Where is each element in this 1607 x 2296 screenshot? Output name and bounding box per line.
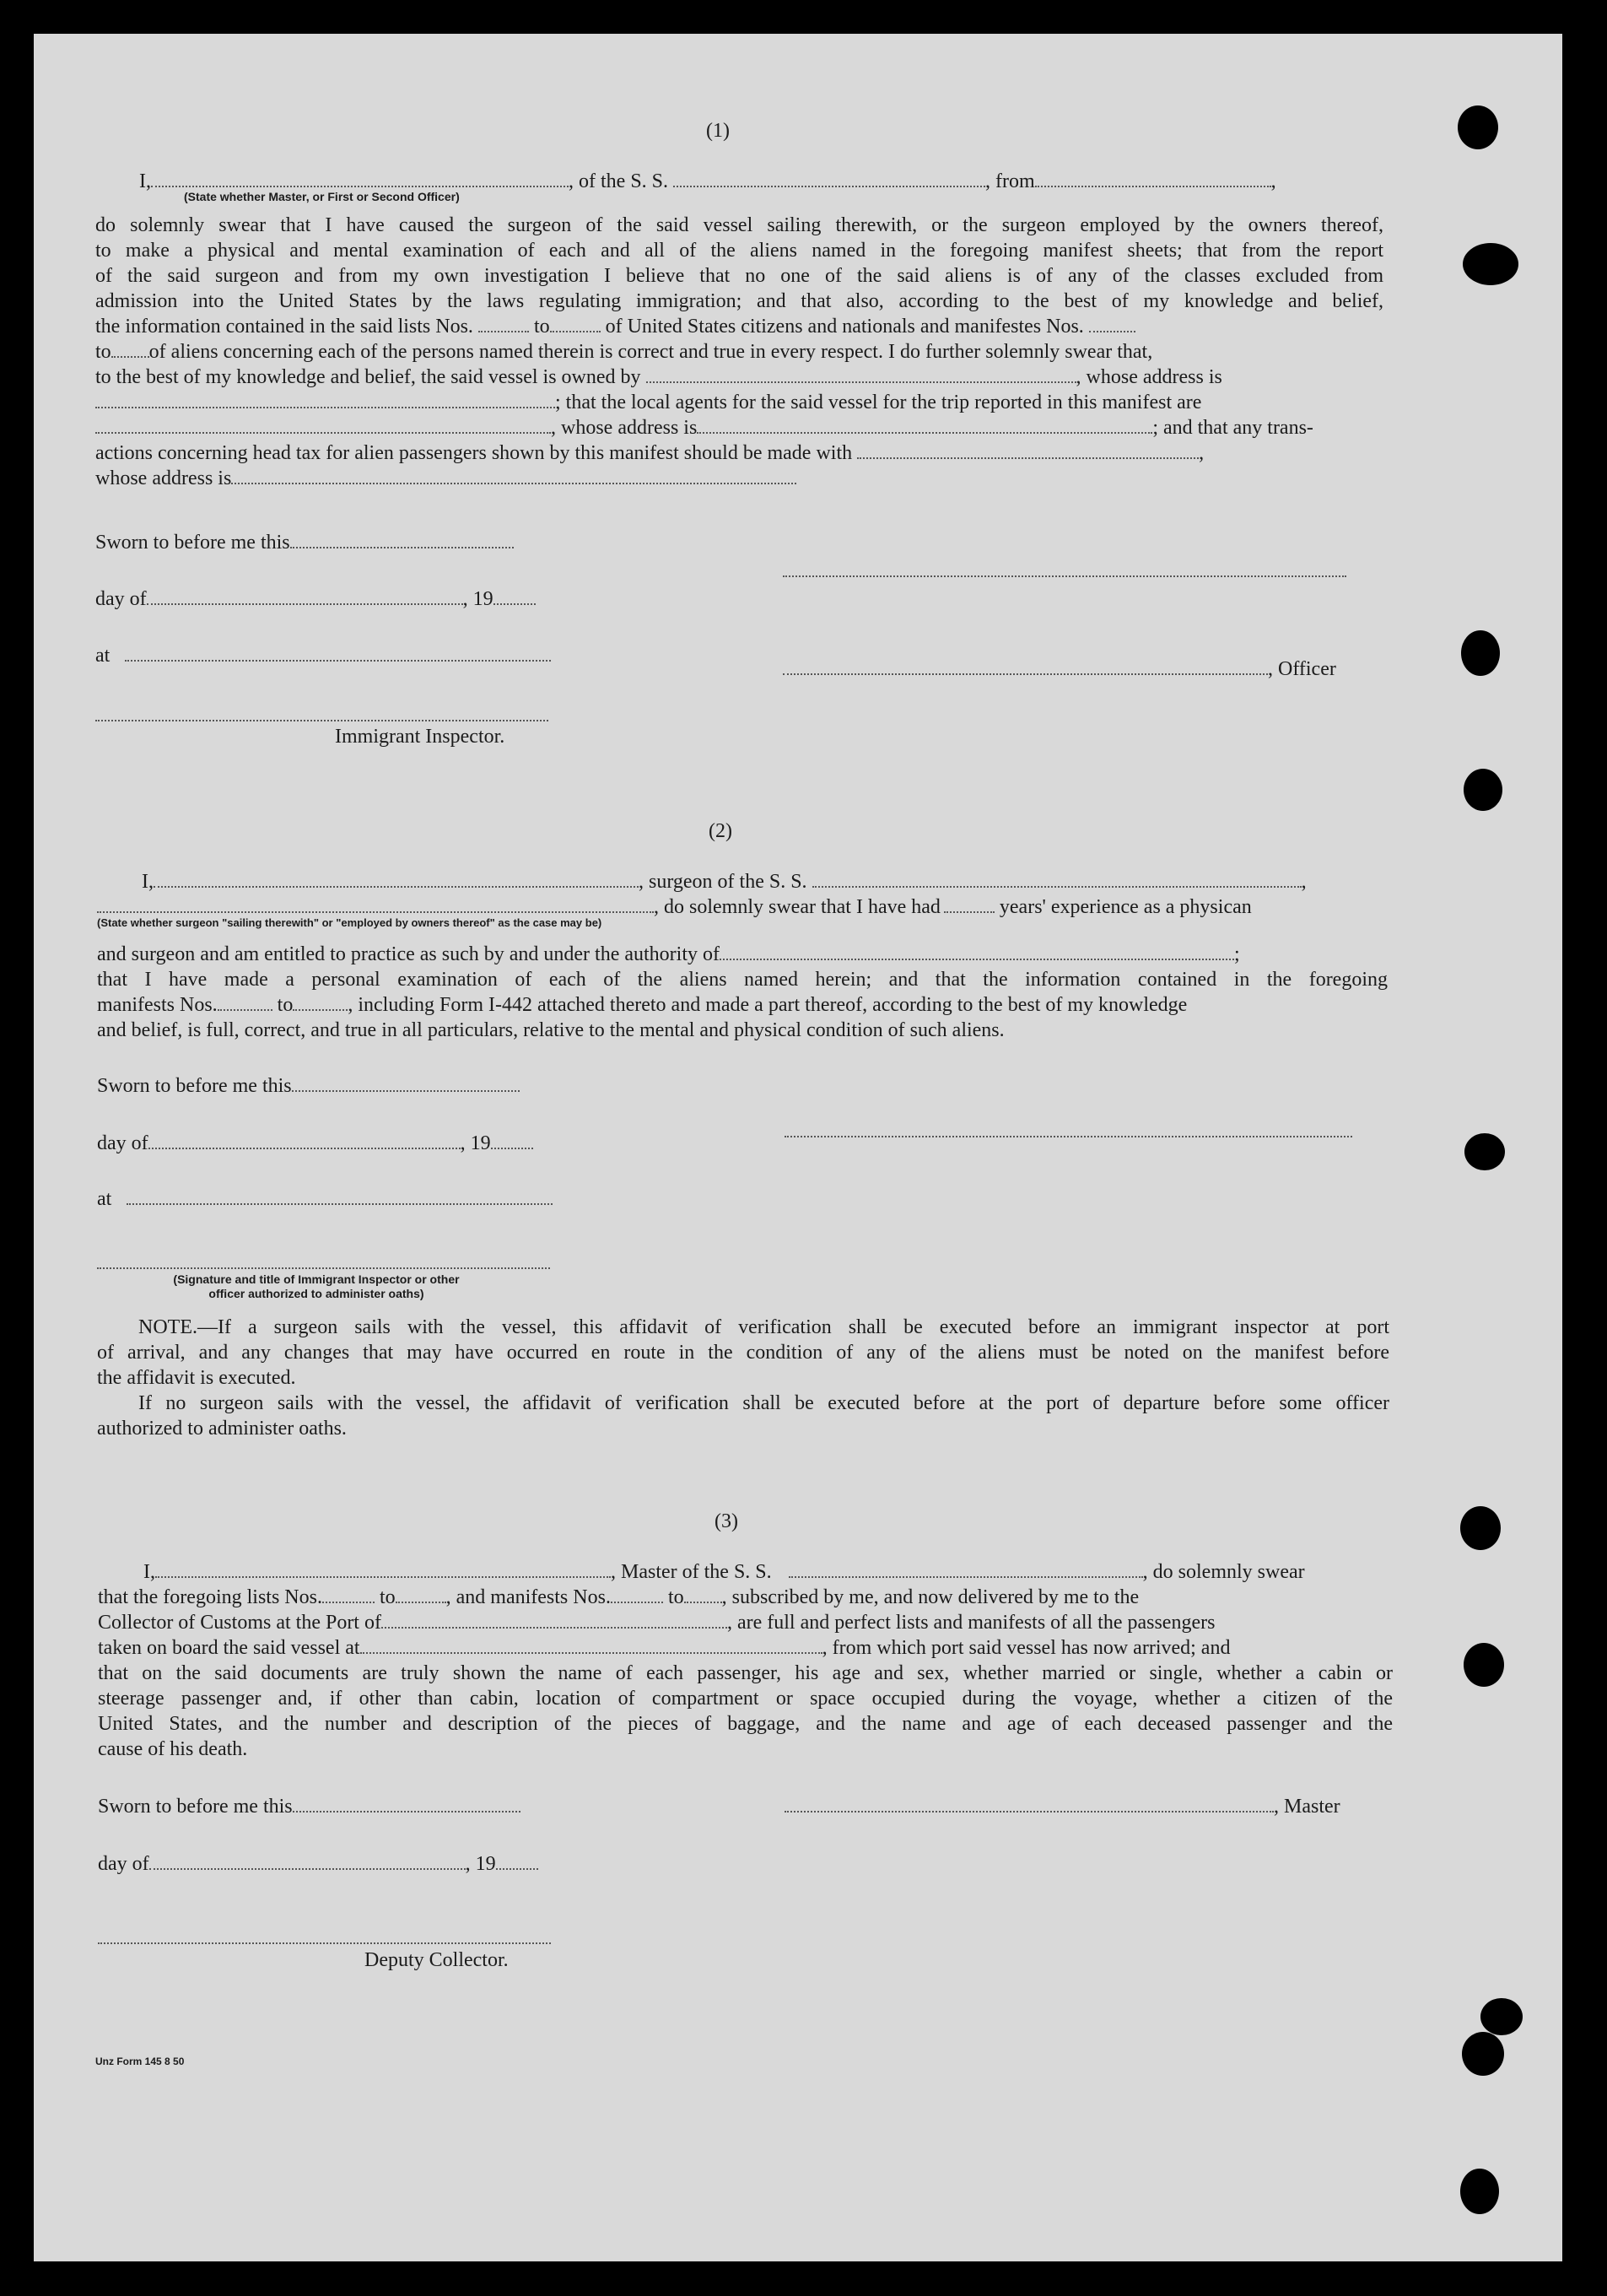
s1-at-line — [95, 643, 551, 668]
punch-hole — [1460, 2169, 1499, 2214]
s3-vessel-field[interactable] — [789, 1559, 1143, 1578]
s2-text: , 19 — [460, 1132, 491, 1154]
s3-sworn-date-field[interactable] — [293, 1794, 520, 1812]
s1-para-line: of the said surgeon and from my own investigation I believe that no one of the said aliens is of any of the classes excluded from — [95, 265, 1383, 287]
master-name-field[interactable] — [155, 1559, 611, 1578]
vessel-name-field[interactable] — [673, 169, 985, 187]
s2-year-field[interactable] — [491, 1131, 533, 1149]
s1-line-10 — [95, 440, 1204, 466]
s3-manifests-from-field[interactable] — [611, 1585, 663, 1603]
s1-text: of aliens concerning each of the persons named therein is correct and true in every respect. I do further solemnly swear that, — [148, 341, 1153, 363]
head-tax-contact-field[interactable] — [857, 440, 1199, 459]
s1-inspector-sign-field[interactable] — [95, 720, 548, 721]
s3-para-line: cause of his death. — [98, 1738, 248, 1760]
s2-manifests-to-field[interactable] — [293, 992, 348, 1011]
s3-lists-from-field[interactable] — [322, 1585, 375, 1603]
punch-hole — [1464, 1133, 1505, 1170]
s3-month-field[interactable] — [149, 1851, 466, 1870]
s2-text: to — [277, 994, 294, 1016]
lists-from-field[interactable] — [478, 314, 529, 332]
note-line: of arrival, and any changes that may have occurred en route in the condition of any of the aliens must be noted on the manifest before — [97, 1342, 1389, 1364]
s1-text: ; that the local agents for the said vessel for the trip reported in this manifest are — [555, 392, 1202, 413]
s3-sworn-line — [98, 1794, 520, 1819]
s3-text: taken on board the said vessel at — [98, 1637, 360, 1659]
s1-line-11 — [95, 466, 796, 491]
s3-text: , Master of the S. S. — [611, 1561, 772, 1583]
s3-line-2 — [98, 1610, 1215, 1635]
manifests-to-field[interactable] — [111, 339, 149, 358]
s3-master-line — [785, 1794, 1340, 1819]
s2-inspector-sign-field[interactable] — [97, 1267, 550, 1269]
s2-manifests-from-field[interactable] — [218, 992, 272, 1011]
s1-text: to — [533, 316, 550, 338]
s3-year-field[interactable] — [496, 1851, 538, 1870]
s1-para-line: do solemnly swear that I have caused the surgeon of the said vessel sailing therewith, or the surgeon employed by the owners thereof, — [95, 214, 1383, 236]
s2-sworn-line — [97, 1073, 520, 1099]
s2-text: at — [97, 1188, 112, 1210]
owner-address-field[interactable] — [95, 390, 555, 408]
s1-text: , — [1270, 170, 1276, 192]
s1-text: , from — [985, 170, 1035, 192]
lists-to-field[interactable] — [550, 314, 601, 332]
s3-line-3 — [98, 1635, 1230, 1661]
s3-text: , and manifests Nos. — [445, 1586, 611, 1608]
s1-signature-field[interactable] — [783, 575, 1346, 577]
s3-text: day of — [98, 1853, 149, 1875]
agents-address-field[interactable] — [697, 415, 1152, 434]
customs-port-field[interactable] — [381, 1610, 727, 1629]
s3-text: to — [667, 1586, 684, 1608]
punch-hole — [1463, 243, 1518, 285]
immigrant-inspector-label: Immigrant Inspector. — [335, 726, 505, 748]
s2-text: , — [1301, 871, 1307, 893]
s3-text: to — [379, 1586, 396, 1608]
s2-text: , including Form I-442 attached thereto and made a part thereof, according to the best of my knowledge — [348, 994, 1188, 1016]
surgeon-name-field[interactable] — [154, 869, 639, 888]
s3-text: , from which port said vessel has now arrived; and — [822, 1637, 1231, 1659]
s1-place-field[interactable] — [125, 643, 551, 662]
s1-line-8 — [95, 390, 1201, 415]
s1-text: Sworn to before me this — [95, 532, 290, 554]
s3-text: , Master — [1274, 1796, 1340, 1818]
s3-text: , 19 — [465, 1853, 496, 1875]
s2-line-2 — [97, 942, 1240, 967]
s2-sworn-date-field[interactable] — [292, 1073, 520, 1092]
s3-manifests-to-field[interactable] — [684, 1585, 722, 1603]
punch-hole — [1458, 105, 1498, 149]
s1-text: actions concerning head tax for alien passengers shown by this manifest should be made with — [95, 442, 853, 464]
form-page — [34, 34, 1562, 2261]
s2-para-line: and belief, is full, correct, and true in all particulars, relative to the mental and physical condition of such aliens. — [97, 1019, 1005, 1041]
s3-text: , do solemnly swear — [1142, 1561, 1305, 1583]
s2-month-field[interactable] — [148, 1131, 461, 1149]
note-line: authorized to administer oaths. — [97, 1418, 347, 1440]
s1-officer-line — [783, 656, 1336, 682]
s1-text: day of — [95, 588, 147, 610]
s1-para-line: to make a physical and mental examination of each and all of the aliens named in the foregoing manifest sheets; that from the report — [95, 240, 1383, 262]
signature-note-line: (Signature and title of Immigrant Inspector or other — [173, 1272, 460, 1286]
form-number: Unz Form 145 8 50 — [95, 2056, 185, 2067]
s1-text: to — [95, 341, 111, 363]
s1-text: , of the S. S. — [569, 170, 669, 192]
s2-line-0 — [142, 869, 1307, 894]
note-line: If no surgeon sails with the vessel, the affidavit of verification shall be executed before at the port of departure before some officer — [138, 1392, 1389, 1414]
s1-text: of United States citizens and nationals and manifestes Nos. — [605, 316, 1084, 338]
s1-text: whose address is — [95, 467, 232, 489]
s3-text: that the foregoing lists Nos. — [98, 1586, 322, 1608]
s1-text: , whose address is — [551, 417, 698, 439]
s1-text: I, — [139, 170, 151, 192]
s1-line-5 — [95, 314, 1135, 339]
s3-para-line: that on the said documents are truly shown the name of each passenger, his age and sex, whether married or single, whether a cabin or — [98, 1662, 1393, 1684]
signature-note-line: officer authorized to administer oaths) — [208, 1287, 424, 1300]
s3-text: Collector of Customs at the Port of — [98, 1612, 381, 1634]
head-tax-address-field[interactable] — [231, 466, 796, 484]
punch-hole — [1480, 1998, 1523, 2035]
s1-line-6 — [95, 339, 1152, 365]
s3-dayof-line — [98, 1851, 538, 1877]
s1-text: to the best of my knowledge and belief, the said vessel is owned by — [95, 366, 641, 388]
boarding-port-field[interactable] — [360, 1635, 822, 1654]
s2-at-line — [97, 1186, 553, 1212]
s2-text: ; — [1234, 943, 1240, 965]
officer-note: (State whether Master, or First or Second Officer) — [184, 190, 460, 203]
s1-month-field[interactable] — [147, 586, 463, 605]
authority-field[interactable] — [720, 942, 1234, 960]
s1-text: , — [1199, 442, 1205, 464]
s1-year-field[interactable] — [493, 586, 536, 605]
s3-collector-sign-field[interactable] — [98, 1942, 551, 1944]
s3-para-line: United States, and the number and description of the pieces of baggage, and the name and age of each deceased passenger and the — [98, 1713, 1393, 1735]
s1-text: ; and that any trans- — [1152, 417, 1313, 439]
s2-text: , surgeon of the S. S. — [639, 871, 807, 893]
punch-hole — [1461, 630, 1500, 676]
s2-text: I, — [142, 871, 154, 893]
s2-text: years' experience as a physican — [999, 896, 1252, 918]
punch-hole — [1462, 2032, 1504, 2076]
note-line: the affidavit is executed. — [97, 1367, 296, 1389]
s3-text: , subscribed by me, and now delivered by me to the — [721, 1586, 1140, 1608]
punch-hole — [1460, 1506, 1501, 1550]
s1-text: , Officer — [1268, 658, 1336, 680]
manifests-from-field[interactable] — [1089, 314, 1135, 332]
s1-dayof-line — [95, 586, 536, 612]
section-2-number: (2) — [709, 820, 732, 842]
s3-master-sign-field[interactable] — [785, 1794, 1274, 1812]
officer-name-field[interactable] — [151, 169, 569, 187]
punch-hole — [1464, 769, 1502, 811]
s1-para-line: admission into the United States by the laws regulating immigration; and that also, according to the best of my knowledge and belief, — [95, 290, 1383, 312]
s2-para-line: that I have made a personal examination of each of the aliens named herein; and that the information contained in the foregoing — [97, 969, 1388, 991]
punch-hole — [1464, 1643, 1504, 1687]
deputy-collector-label: Deputy Collector. — [364, 1949, 509, 1971]
from-port-field[interactable] — [1035, 169, 1271, 187]
s1-text: , whose address is — [1076, 366, 1222, 388]
s2-text: , do solemnly swear that I have had — [654, 896, 941, 918]
s2-place-field[interactable] — [127, 1186, 553, 1205]
s3-text: , are full and perfect lists and manifests of all the passengers — [726, 1612, 1216, 1634]
s3-text: I, — [143, 1561, 155, 1583]
s2-signature-field[interactable] — [785, 1136, 1352, 1137]
section-1-number: (1) — [706, 120, 730, 142]
s1-line-7 — [95, 365, 1222, 390]
s1-text: , 19 — [462, 588, 493, 610]
s2-text: day of — [97, 1132, 148, 1154]
s2-text: manifests Nos. — [97, 994, 218, 1016]
s2-dayof-line — [97, 1131, 533, 1156]
s3-line-0 — [143, 1559, 1305, 1585]
s1-line-9 — [95, 415, 1313, 440]
s1-officer-sign-field[interactable] — [783, 656, 1268, 675]
section-3-number: (3) — [715, 1510, 738, 1532]
s3-line-1 — [98, 1585, 1139, 1610]
s2-vessel-field[interactable] — [812, 869, 1302, 888]
s3-text: Sworn to before me this — [98, 1796, 293, 1818]
surgeon-note: (State whether surgeon "sailing therewith" or "employed by owners thereof" as the case may be) — [97, 916, 602, 929]
s1-text: the information contained in the said lists Nos. — [95, 316, 473, 338]
s1-sworn-date-field[interactable] — [290, 530, 514, 548]
s1-text: at — [95, 645, 111, 667]
s1-sworn-line — [95, 530, 514, 555]
s2-line-4 — [97, 992, 1187, 1018]
owner-field[interactable] — [646, 365, 1076, 383]
agents-field[interactable] — [95, 415, 551, 434]
s2-text: and surgeon and am entitled to practice as such by and under the authority of — [97, 943, 720, 965]
s2-text: Sworn to before me this — [97, 1075, 292, 1097]
s3-para-line: steerage passenger and, if other than cabin, location of compartment or space occupied during the voyage, whether a citizen of the — [98, 1688, 1393, 1710]
surgeon-type-field[interactable] — [97, 894, 654, 913]
signature-note — [114, 1272, 519, 1301]
note-line: NOTE.—If a surgeon sails with the vessel, this affidavit of verification shall be executed before an immigrant inspector at port — [138, 1316, 1389, 1338]
s3-lists-to-field[interactable] — [396, 1585, 446, 1603]
years-experience-field[interactable] — [944, 894, 995, 913]
